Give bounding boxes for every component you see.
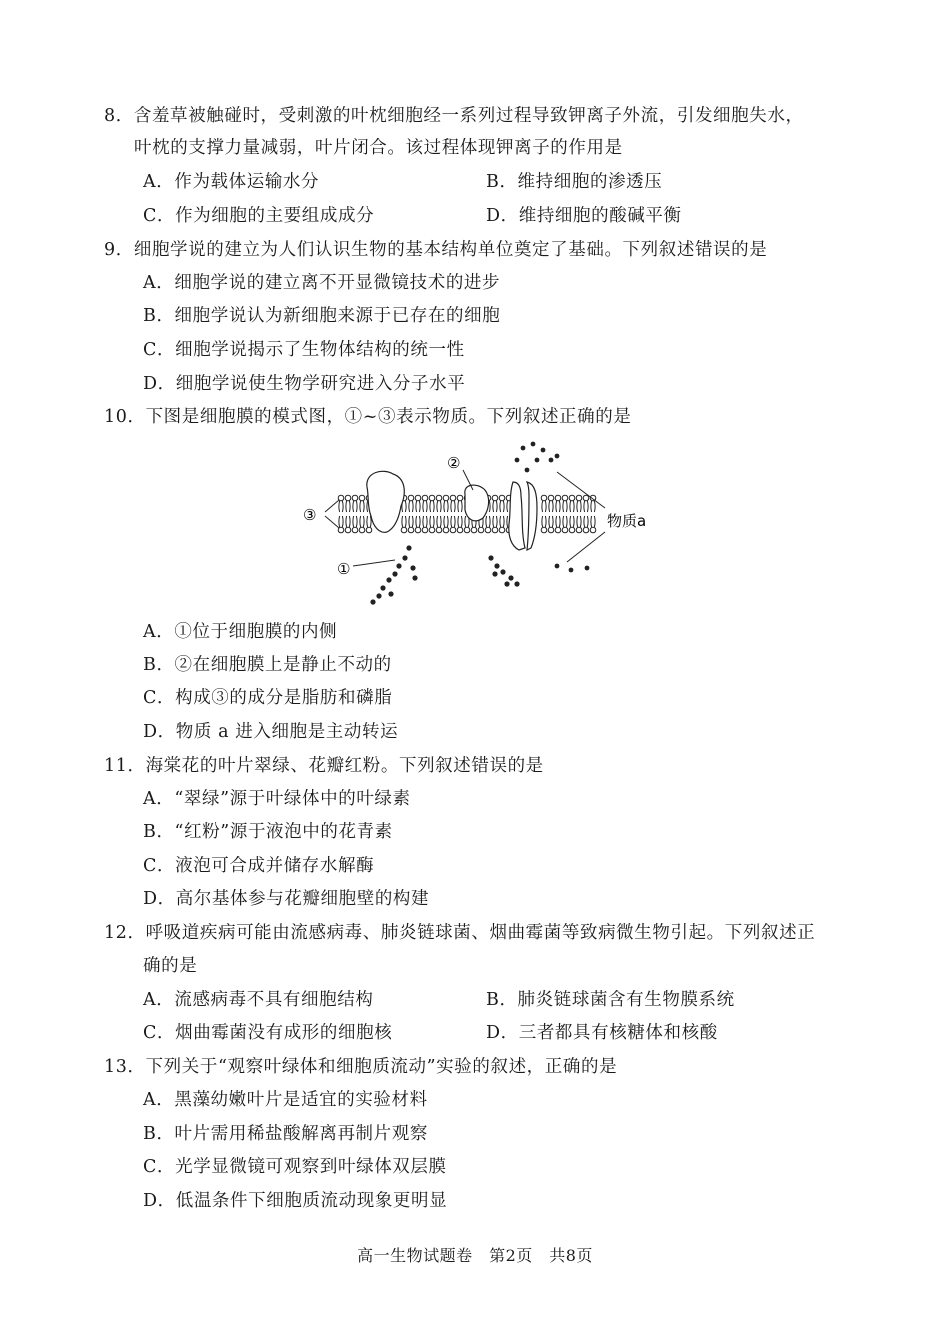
lipid-tail [552, 501, 553, 512]
lipid-head [422, 527, 428, 533]
lipid-head [457, 527, 463, 533]
lipid-head [366, 527, 372, 533]
lipid-tail [409, 501, 410, 512]
q10-stem: 10．下图是细胞膜的模式图，①~③表示物质。下列叙述正确的是 [104, 407, 632, 427]
glycoprotein-chain [370, 545, 417, 604]
lipid-tail [363, 501, 364, 512]
lipid-tail [440, 501, 441, 512]
lipid-tail [426, 516, 427, 527]
lipid-head [562, 495, 568, 501]
label-substance-a: 物质a [607, 512, 647, 530]
q11-stem: 11．海棠花的叶片翠绿、花瓣红粉。下列叙述错误的是 [104, 756, 544, 776]
lipid-head [590, 527, 596, 533]
lipid-tail [570, 516, 571, 527]
protein-2 [465, 485, 489, 521]
lipid-head [415, 495, 421, 501]
lipid-tail [342, 516, 343, 527]
lipid-tail [437, 516, 438, 527]
lipid-tail [339, 501, 340, 512]
lipid-tail [360, 516, 361, 527]
q11-option-d: D．高尔基体参与花瓣细胞壁的构建 [143, 889, 430, 909]
lipid-tail [493, 516, 494, 527]
q12-option-b: B．肺炎链球菌含有生物膜系统 [486, 990, 735, 1010]
lipid-head [345, 495, 351, 501]
q10-option-a: A．①位于细胞膜的内侧 [143, 622, 338, 642]
lipid-head [429, 495, 435, 501]
q10-option-d: D．物质 a 进入细胞是主动转运 [143, 722, 399, 742]
lipid-tail [447, 501, 448, 512]
lipid-head [555, 527, 561, 533]
lipid-head [569, 527, 575, 533]
lipid-tail [591, 501, 592, 512]
lipid-tail [545, 501, 546, 512]
lipid-head [471, 527, 477, 533]
lipid-tail [496, 501, 497, 512]
lipid-head [450, 527, 456, 533]
q12-option-a: A．流感病毒不具有细胞结构 [143, 990, 374, 1010]
lipid-head [548, 495, 554, 501]
q12-stem-line1: 12．呼吸道疾病可能由流感病毒、肺炎链球菌、烟曲霉菌等致病微生物引起。下列叙述正 [104, 923, 816, 943]
lipid-head [415, 527, 421, 533]
q8-stem-line2: 叶枕的支撑力量减弱，叶片闭合。该过程体现钾离子的作用是 [134, 138, 623, 158]
lipid-head [429, 527, 435, 533]
lipid-tail [465, 516, 466, 527]
lipid-head [485, 527, 491, 533]
lipid-tail [570, 501, 571, 512]
lipid-tail [587, 501, 588, 512]
q13-number: 13． [104, 1057, 146, 1077]
q9-option-b: B．细胞学说认为新细胞来源于已存在的细胞 [143, 306, 501, 326]
lipid-tail [454, 501, 455, 512]
lipid-tail [559, 501, 560, 512]
lipid-head [401, 527, 407, 533]
page-footer: 高一生物试题卷 第2页 共8页 [357, 1246, 593, 1265]
leader-3a [325, 500, 339, 512]
lipid-tail [500, 516, 501, 527]
q13-option-a: A．黑藻幼嫩叶片是适宜的实验材料 [143, 1090, 428, 1110]
q13-option-b: B．叶片需用稀盐酸解离再制片观察 [143, 1124, 428, 1144]
lipid-tail [416, 501, 417, 512]
q11-number: 11． [104, 756, 146, 776]
lipid-tail [573, 501, 574, 512]
lipid-tail [549, 501, 550, 512]
lipid-head [499, 527, 505, 533]
lipid-head [338, 495, 344, 501]
q12-stem-line2: 确的是 [143, 956, 198, 976]
lipid-tail [430, 501, 431, 512]
label-1: ① [337, 560, 351, 578]
lipid-tail [433, 516, 434, 527]
lipid-head [569, 495, 575, 501]
lipid-tail [493, 501, 494, 512]
lipid-head [562, 527, 568, 533]
lipid-tail [419, 516, 420, 527]
lipid-tail [591, 516, 592, 527]
lipid-tail [580, 501, 581, 512]
q9-stem: 9．细胞学说的建立为人们认识生物的基本结构单位奠定了基础。下列叙述错误的是 [104, 240, 768, 260]
lipid-tail [454, 516, 455, 527]
lipid-tail [587, 516, 588, 527]
q10-number: 10． [104, 407, 146, 427]
lipid-tail [556, 501, 557, 512]
lipid-tail [412, 516, 413, 527]
q9-number: 9． [104, 240, 134, 260]
q12-option-c: C．烟曲霉菌没有成形的细胞核 [143, 1023, 393, 1043]
label-3: ③ [303, 506, 317, 524]
lipid-tail [356, 501, 357, 512]
q8-stem-line1: 8．含羞草被触碰时，受刺激的叶枕细胞经一系列过程导致钾离子外流，引发细胞失水， [104, 106, 804, 126]
lipid-tail [552, 516, 553, 527]
lipid-tail [542, 516, 543, 527]
lipid-tail [409, 516, 410, 527]
q9-option-a: A．细胞学说的建立离不开显微镜技术的进步 [143, 273, 501, 293]
lipid-tail [458, 501, 459, 512]
lipid-tail [349, 501, 350, 512]
lipid-head [541, 495, 547, 501]
lipid-tail [412, 501, 413, 512]
lipid-tail [440, 516, 441, 527]
q8-option-d: D．维持细胞的酸碱平衡 [486, 206, 682, 226]
q11-option-b: B．“红粉”源于液泡中的花青素 [143, 822, 393, 842]
lipid-head [359, 527, 365, 533]
lipid-head [408, 527, 414, 533]
lipid-tail [545, 516, 546, 527]
lipid-head [583, 495, 589, 501]
lipid-tail [556, 516, 557, 527]
q13-option-d: D．低温条件下细胞质流动现象更明显 [143, 1191, 448, 1211]
cell-membrane-diagram [295, 432, 660, 612]
q12-number: 12． [104, 923, 146, 943]
lipid-tail [500, 501, 501, 512]
lipid-head [541, 527, 547, 533]
lipid-tail [451, 516, 452, 527]
lipid-tail [566, 501, 567, 512]
lipid-head [422, 495, 428, 501]
glycoprotein-chain-2 [488, 555, 519, 586]
label-2: ② [447, 454, 461, 472]
q13-option-c: C．光学显微镜可观察到叶绿体双层膜 [143, 1157, 447, 1177]
lipid-tail [489, 501, 490, 512]
q13-stem: 13．下列关于“观察叶绿体和细胞质流动”实验的叙述，正确的是 [104, 1057, 618, 1077]
lipid-tail [423, 516, 424, 527]
lipid-tail [563, 516, 564, 527]
lipid-tail [405, 501, 406, 512]
lipid-tail [507, 501, 508, 512]
lipid-tail [489, 516, 490, 527]
lipid-tail [416, 516, 417, 527]
lipid-tail [486, 516, 487, 527]
lipid-tail [447, 516, 448, 527]
lipid-tail [363, 516, 364, 527]
lipid-head [548, 527, 554, 533]
lipid-tail [360, 501, 361, 512]
protein-large [367, 471, 404, 532]
lipid-tail [353, 501, 354, 512]
lipid-tail [444, 516, 445, 527]
lipid-tail [566, 516, 567, 527]
lipid-tail [339, 516, 340, 527]
lipid-tail [356, 516, 357, 527]
q10-option-c: C．构成③的成分是脂肪和磷脂 [143, 688, 393, 708]
lipid-tail [423, 501, 424, 512]
lipid-tail [461, 516, 462, 527]
q11-option-a: A．“翠绿”源于叶绿体中的叶绿素 [143, 789, 411, 809]
lipid-tail [573, 516, 574, 527]
lipid-tail [419, 501, 420, 512]
lipid-head [352, 527, 358, 533]
q8-option-a: A．作为载体运输水分 [143, 172, 320, 192]
q10-option-b: B．②在细胞膜上是静止不动的 [143, 655, 392, 675]
lipid-head [436, 495, 442, 501]
lipid-tail [346, 516, 347, 527]
lipid-tail [451, 501, 452, 512]
leader-1 [353, 560, 395, 566]
q11-option-c: C．液泡可合成并储存水解酶 [143, 856, 375, 876]
lipid-head [436, 527, 442, 533]
lipid-tail [577, 516, 578, 527]
q8-option-b: B．维持细胞的渗透压 [486, 172, 663, 192]
lipid-head [443, 527, 449, 533]
lipid-head [576, 495, 582, 501]
lipid-tail [563, 501, 564, 512]
lipid-tail [349, 516, 350, 527]
lipid-tail [584, 501, 585, 512]
q9-option-c: C．细胞学说揭示了生物体结构的统一性 [143, 340, 465, 360]
lipid-head [359, 495, 365, 501]
channel-protein-left [509, 482, 525, 550]
lipid-head [464, 527, 470, 533]
lipid-tail [577, 501, 578, 512]
lipid-tail [402, 516, 403, 527]
lipid-tail [503, 501, 504, 512]
lipid-tail [458, 516, 459, 527]
lipid-head [338, 527, 344, 533]
lipid-head [443, 495, 449, 501]
lipid-head [345, 527, 351, 533]
lipid-tail [444, 501, 445, 512]
lipid-tail [430, 516, 431, 527]
lipid-tail [367, 501, 368, 512]
q12-option-d: D．三者都具有核糖体和核酸 [486, 1023, 718, 1043]
lipid-head [478, 527, 484, 533]
q8-option-c: C．作为细胞的主要组成成分 [143, 206, 375, 226]
lipid-head [492, 495, 498, 501]
lipid-tail [507, 516, 508, 527]
lipid-tail [542, 501, 543, 512]
lipid-tail [594, 501, 595, 512]
lipid-tail [437, 501, 438, 512]
lipid-tail [580, 516, 581, 527]
lipid-tail [461, 501, 462, 512]
lipid-tail [342, 501, 343, 512]
lipid-tail [503, 516, 504, 527]
lipid-tail [559, 516, 560, 527]
lipid-tail [346, 501, 347, 512]
lipid-head [450, 495, 456, 501]
lipid-head [492, 527, 498, 533]
lipid-head [583, 527, 589, 533]
lipid-tail [549, 516, 550, 527]
channel-protein-right [527, 482, 537, 550]
lipid-tail [353, 516, 354, 527]
leader-a-bottom [567, 532, 605, 562]
q8-number: 8． [104, 106, 134, 126]
lipid-tail [594, 516, 595, 527]
leader-3b [325, 516, 339, 528]
lipid-head [408, 495, 414, 501]
lipid-tail [405, 516, 406, 527]
lipid-tail [584, 516, 585, 527]
lipid-tail [433, 501, 434, 512]
lipid-tail [426, 501, 427, 512]
lipid-head [457, 495, 463, 501]
lipid-head [499, 495, 505, 501]
lipid-tail [496, 516, 497, 527]
q9-option-d: D．细胞学说使生物学研究进入分子水平 [143, 374, 466, 394]
lipid-head [555, 495, 561, 501]
lipid-head [352, 495, 358, 501]
lipid-tail [367, 516, 368, 527]
lipid-head [576, 527, 582, 533]
